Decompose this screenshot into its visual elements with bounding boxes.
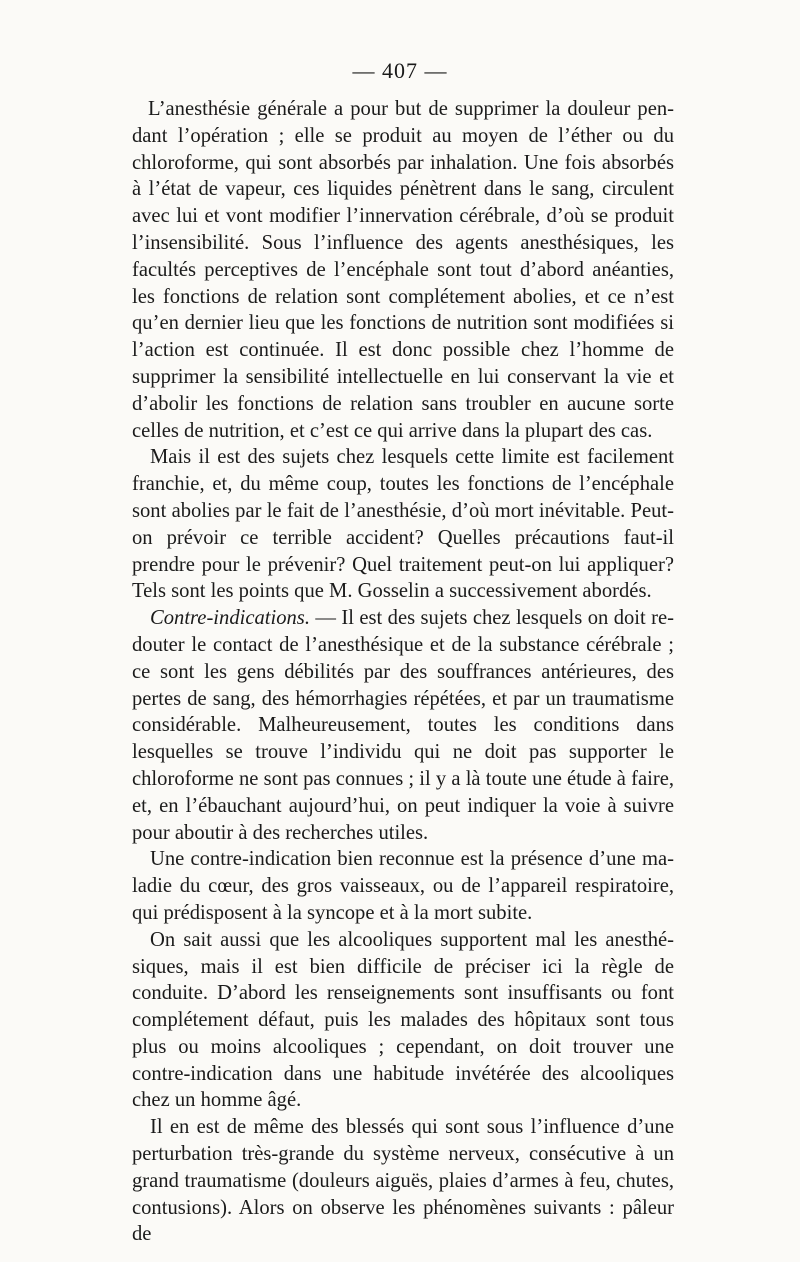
paragraph-risk-subjects: Mais il est des sujets chez lesquels cette limite est facilement franchie, et, du même coup, toutes les fonctions de l’encéphale sont abolies par le fait de l’anesthésie, d’où mort inévitable. Peut-on prévoir ce terrible accident? Quelles précautions faut-il prendre pour le prévenir? Quel traitement peut-on lui appliquer? Tels sont les points que M. Gosselin a successivement abordés. <box>132 446 674 603</box>
body-text <box>132 96 674 1248</box>
paragraph-anesthesia-general: L’anesthésie générale a pour but de supprimer la douleur pendant l’opération ; elle se produit au moyen de l’éther ou du chloroforme, qui sont absorbés par inhalation. Une fois absorbés à l’état de vapeur, ces liquides pénètrent dans le sang, circulent avec lui et vont modifier l’innervation cérébrale, d’où se produit l’insensibilité. Sous l’influence des agents anesthésiques, les facultés perceptives de l’encéphale sont tout d’abord anéanties, les fonctions de relation sont complétement abolies, et ce n’est qu’en dernier lieu que les fonctions de nutrition sont modifiées si l’action est continuée. Il est donc possible chez l’homme de supprimer la sensibilité intellectuelle en lui conservant la vie et d’abolir les fonctions de relation sans troubler en aucune sorte celles de nutrition, et c’est ce qui arrive dans la plupart des cas. <box>132 98 674 442</box>
paragraph-heart-disease: Une contre-indication bien reconnue est la présence d’une maladie du cœur, des gros vaisseaux, ou de l’appareil respiratoire, qui prédisposent à la syncope et à la mort subite. <box>132 848 674 924</box>
paragraph-contre-indications <box>132 605 674 846</box>
paragraph-alcoholics: On sait aussi que les alcooliques supportent mal les anesthésiques, mais il est bien difficile de préciser ici la règle de conduite. D’abord les renseignements sont insuffisants ou font complétement défaut, puis les malades des hôpitaux sont tous plus ou moins alcooliques ; cependant, on doit trouver une contre-indication dans une habitude invétérée des alcooliques chez un homme âgé. <box>132 928 674 1112</box>
paragraph-wounded: Il en est de même des blessés qui sont sous l’influence d’une perturbation très-grande du système nerveux, consécutive à un grand traumatisme (douleurs aiguës, plaies d’armes à feu, chutes, contusions). Alors on observe les phénomènes suivants : pâleur de <box>132 1116 674 1246</box>
section-heading-contre-indications: Contre-indications. <box>150 607 310 630</box>
page-number: — 407 — <box>352 58 448 83</box>
paragraph-contre-indications-text: — Il est des sujets chez lesquels on doit redouter le contact de l’anesthésique et de la substance cérébrale ; ce sont les gens débilités par des souffrances antérieures, des pertes de sang, des hémorrhagies répétées, et par un traumatisme considérable. Malheureusement, toutes les conditions dans lesquelles se trouve l’individu qui ne doit pas supporter le chloroforme ne sont pas connues ; il y a là toute une étude à faire, et, en l’ébauchant aujourd’hui, on peut indiquer la voie à suivre pour aboutir à des recherches utiles. <box>132 607 674 844</box>
